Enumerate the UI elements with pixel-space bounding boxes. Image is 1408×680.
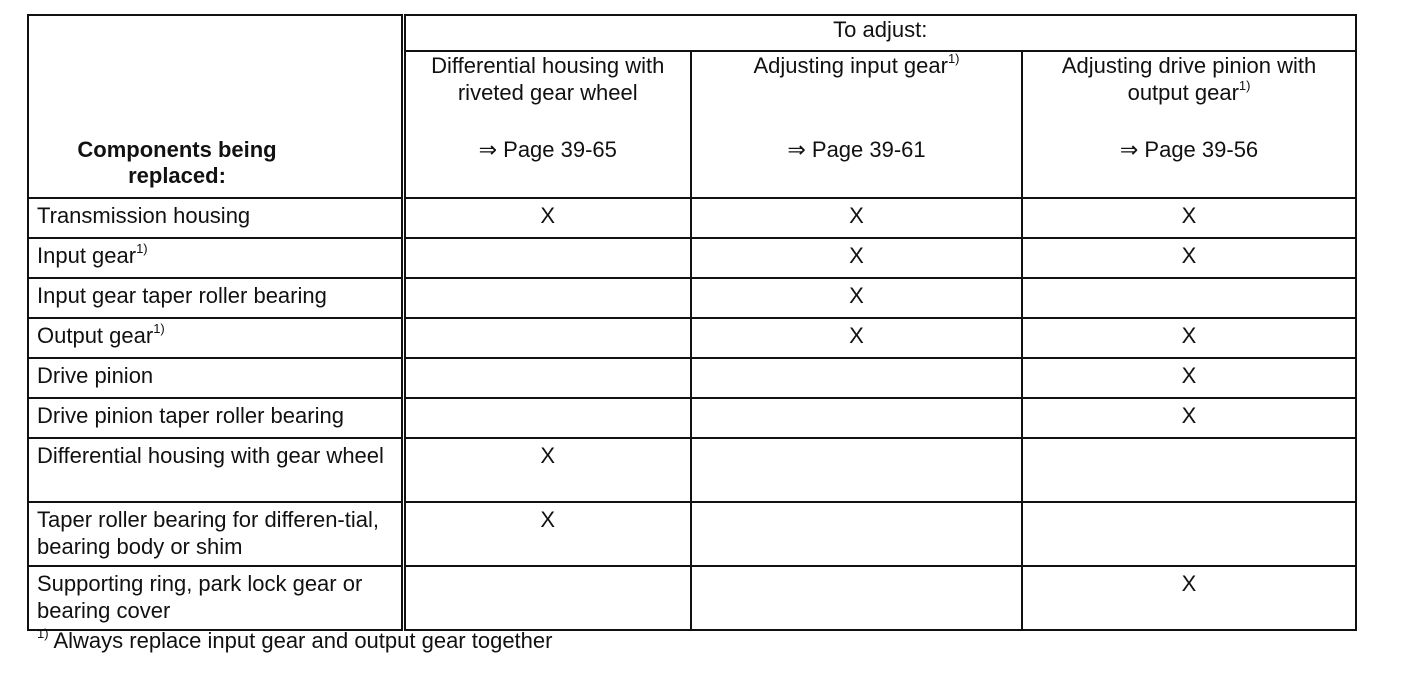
column-header-differential: [403, 51, 691, 198]
component-cell: [28, 358, 403, 398]
table-row: [28, 278, 1356, 318]
column-title: Differential housing with riveted gear wheel: [431, 53, 665, 105]
mark-cell: [403, 318, 691, 358]
table-row: [28, 502, 1356, 566]
page-reference: ⇒ Page 39-61: [787, 137, 926, 162]
mark-cell: [1022, 278, 1356, 318]
mark-cell: X: [1022, 318, 1356, 358]
corner-header-cell: [28, 15, 403, 198]
mark-cell: [403, 398, 691, 438]
footnote-text: Always replace input gear and output gear together: [53, 628, 553, 653]
page-reference: ⇒ Page 39-65: [478, 137, 617, 162]
mark-cell: [1022, 438, 1356, 502]
mark-cell: [691, 398, 1022, 438]
column-title: Adjusting drive pinion with output gear: [1061, 53, 1317, 105]
component-cell: [28, 566, 403, 630]
mark-cell: [1022, 502, 1356, 566]
footnote-marker: 1): [37, 626, 49, 641]
component-label: Supporting ring, park lock gear or bearing cover: [37, 571, 363, 623]
table-row: [28, 438, 1356, 502]
table-row: [28, 238, 1356, 278]
mark-cell: X: [403, 438, 691, 502]
table-row: [28, 198, 1356, 238]
column-header-input-gear: [691, 51, 1022, 198]
column-title: Adjusting input gear: [753, 53, 948, 78]
mark-cell: [691, 438, 1022, 502]
mark-cell: X: [1022, 238, 1356, 278]
mark-cell: [691, 566, 1022, 630]
table-row: [28, 566, 1356, 630]
component-cell: [28, 318, 403, 358]
mark-cell: [403, 238, 691, 278]
footnote-marker: 1): [136, 241, 148, 256]
column-header-drive-pinion: [1022, 51, 1356, 198]
mark-cell: X: [691, 238, 1022, 278]
component-cell: [28, 198, 403, 238]
component-label: Drive pinion taper roller bearing: [37, 403, 344, 428]
to-adjust-header: To adjust:: [403, 15, 1356, 51]
mark-cell: X: [1022, 566, 1356, 630]
mark-cell: X: [403, 502, 691, 566]
mark-cell: X: [1022, 358, 1356, 398]
mark-cell: X: [1022, 198, 1356, 238]
mark-cell: X: [403, 198, 691, 238]
components-header: Components being replaced:: [77, 137, 277, 188]
component-cell: [28, 238, 403, 278]
component-cell: [28, 438, 403, 502]
footnote-marker: 1): [1238, 78, 1251, 93]
table-row: [28, 358, 1356, 398]
component-label: Differential housing with gear wheel: [37, 443, 384, 468]
table-row: [28, 318, 1356, 358]
component-label: Transmission housing: [37, 203, 251, 228]
component-cell: [28, 278, 403, 318]
mark-cell: X: [691, 198, 1022, 238]
mark-cell: [403, 566, 691, 630]
mark-cell: [691, 358, 1022, 398]
component-label: Input gear taper roller bearing: [37, 283, 327, 308]
footnote-marker: 1): [947, 51, 960, 66]
component-cell: [28, 398, 403, 438]
mark-cell: X: [691, 318, 1022, 358]
footnote: [37, 627, 552, 655]
page-reference: ⇒ Page 39-56: [1119, 137, 1259, 162]
component-label: Output gear: [37, 323, 154, 348]
mark-cell: [403, 358, 691, 398]
component-label: Input gear: [37, 243, 137, 268]
mark-cell: X: [1022, 398, 1356, 438]
component-label: Drive pinion: [37, 363, 154, 388]
component-cell: [28, 502, 403, 566]
mark-cell: X: [691, 278, 1022, 318]
adjustment-table: [27, 14, 1357, 631]
header-row-group: [28, 15, 1356, 51]
footnote-marker: 1): [153, 321, 165, 336]
mark-cell: [403, 278, 691, 318]
table-row: [28, 398, 1356, 438]
component-label: Taper roller bearing for differen-tial, bearing body or shim: [37, 507, 379, 559]
mark-cell: [691, 502, 1022, 566]
